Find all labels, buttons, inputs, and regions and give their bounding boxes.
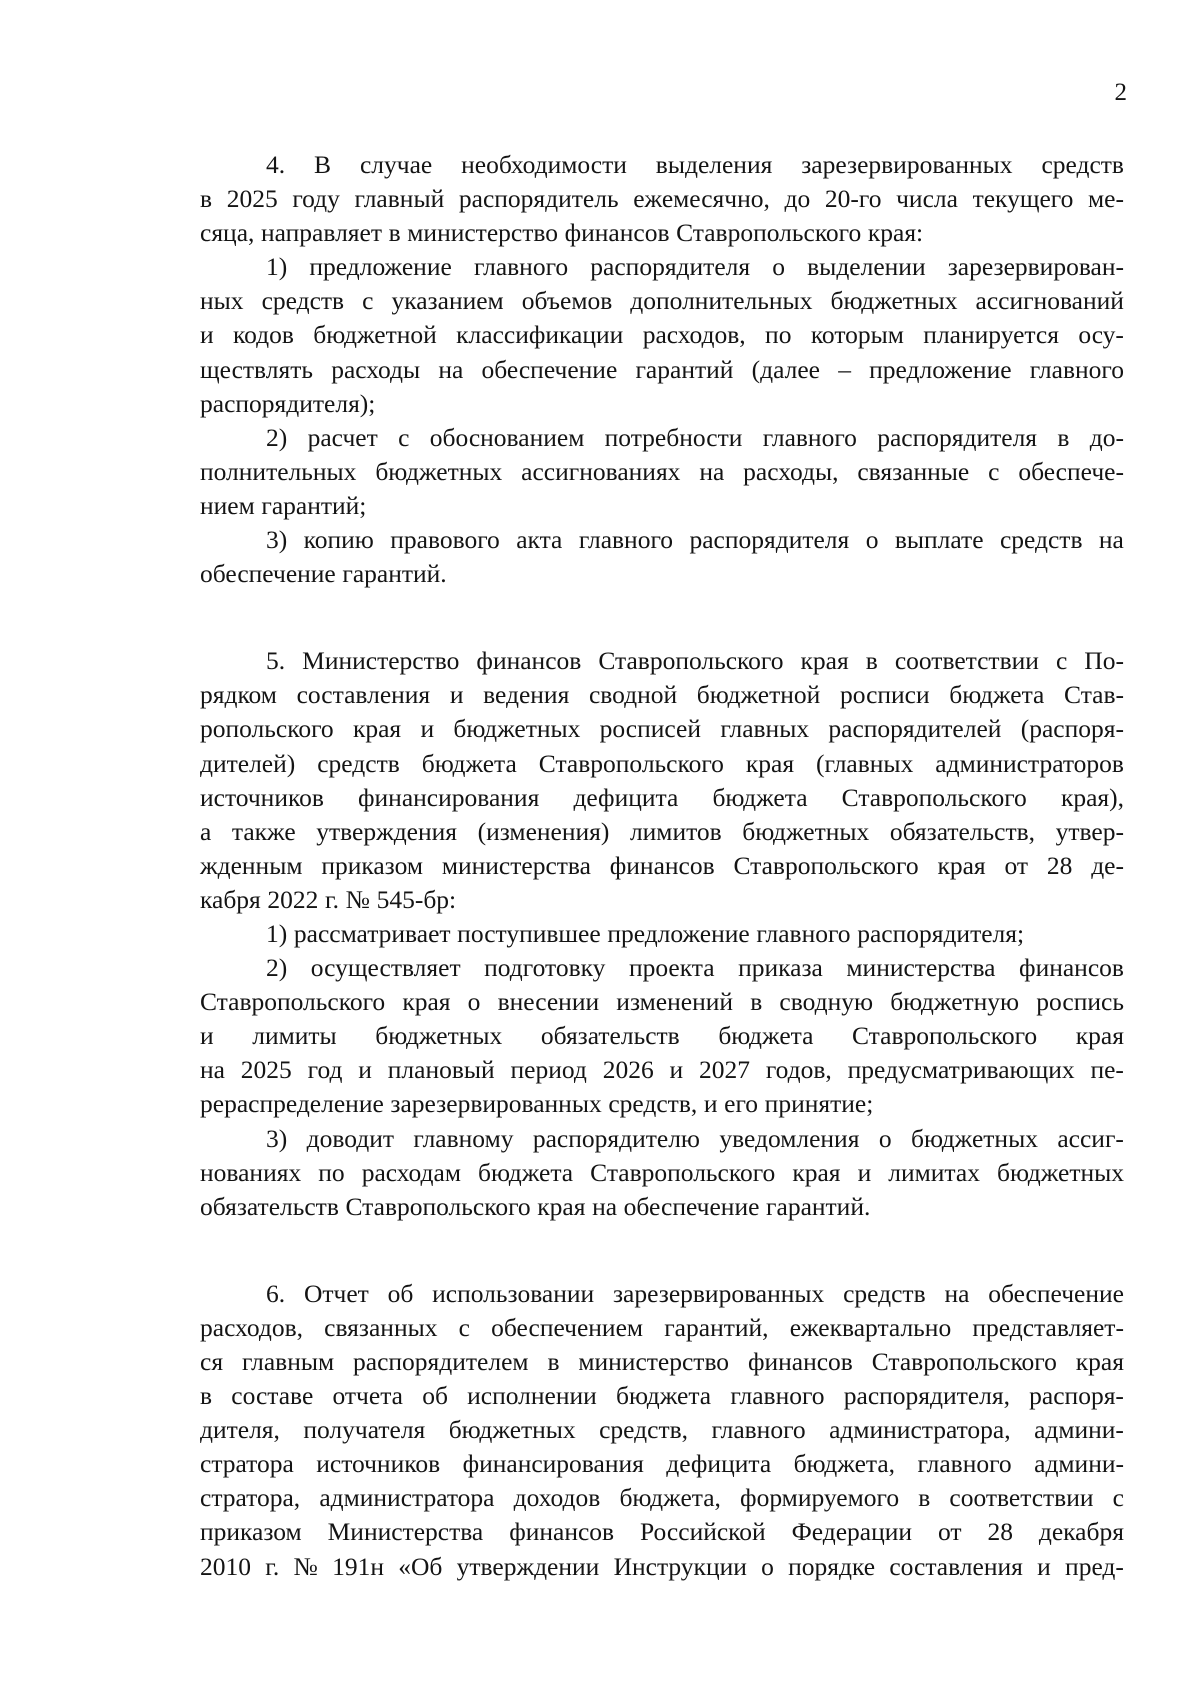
text-line: и лимиты бюджетных обязательств бюджета Ставропольского края	[200, 1021, 1124, 1051]
paragraph-item-5-2	[200, 951, 1124, 1121]
text-line: 5. Министерство финансов Ставропольского края в соответствии с По-	[266, 646, 1124, 676]
text-line: дителя, получателя бюджетных средств, главного администратора, админи-	[200, 1415, 1124, 1445]
text-line: и кодов бюджетной классификации расходов, по которым планируется осу-	[200, 320, 1124, 350]
text-line: стратора источников финансирования дефицита бюджета, главного админи-	[200, 1449, 1124, 1479]
text-line: расходов, связанных с обеспечением гарантий, ежеквартально представляет-	[200, 1312, 1124, 1342]
text-line: 3) копию правового акта главного распорядителя о выплате средств на	[266, 525, 1124, 555]
text-line: 2) осуществляет подготовку проекта приказа министерства финансов	[266, 953, 1124, 983]
document-body	[200, 148, 1124, 1584]
paragraph-item-4	[200, 148, 1124, 250]
text-line: ществлять расходы на обеспечение гарантий (далее – предложение главного	[200, 354, 1124, 384]
paragraph-item-5	[200, 644, 1124, 917]
text-line: 3) доводит главному распорядителю уведомления о бюджетных ассиг-	[266, 1123, 1124, 1153]
text-line: 6. Отчет об использовании зарезервированных средств на обеспечение	[266, 1278, 1124, 1308]
text-line: стратора, администратора доходов бюджета, формируемого в соответствии с	[200, 1483, 1124, 1513]
text-line: ропольского края и бюджетных росписей главных распорядителей (распоря-	[200, 714, 1124, 744]
text-line: 2010 г. № 191н «Об утверждении Инструкции о порядке составления и пред-	[200, 1551, 1124, 1581]
text-line: источников финансирования дефицита бюджета Ставропольского края),	[200, 782, 1124, 812]
text-line: в составе отчета об исполнении бюджета главного распорядителя, распоря-	[200, 1381, 1124, 1411]
text-line: 2) расчет с обоснованием потребности главного распорядителя в до-	[266, 422, 1124, 452]
text-line: 1) рассматривает поступившее предложение главного распорядителя;	[266, 918, 1025, 948]
paragraph-item-4-3	[200, 523, 1124, 591]
text-line: кабря 2022 г. № 545-бр:	[200, 884, 457, 914]
text-line: ных средств с указанием объемов дополнительных бюджетных ассигнований	[200, 286, 1124, 316]
text-line: на 2025 год и плановый период 2026 и 2027 годов, предусматривающих пе-	[200, 1055, 1124, 1085]
text-line: дителей) средств бюджета Ставропольского края (главных администраторов	[200, 748, 1124, 778]
paragraph-item-4-1	[200, 250, 1124, 420]
text-line: Ставропольского края о внесении изменений в сводную бюджетную роспись	[200, 987, 1124, 1017]
paragraph-gap	[200, 1224, 1124, 1277]
text-line: рераспределение зарезервированных средств, и его принятие;	[200, 1089, 874, 1119]
text-line: сяца, направляет в министерство финансов Ставропольского края:	[200, 218, 924, 248]
text-line: нованиях по расходам бюджета Ставропольского края и лимитах бюджетных	[200, 1157, 1124, 1187]
text-line: полнительных бюджетных ассигнованиях на расходы, связанные с обеспече-	[200, 456, 1124, 486]
paragraph-item-5-3	[200, 1122, 1124, 1224]
text-line: рядком составления и ведения сводной бюджетной росписи бюджета Став-	[200, 680, 1124, 710]
text-line: жденным приказом министерства финансов Ставропольского края от 28 де-	[200, 850, 1124, 880]
text-line: 4. В случае необходимости выделения зарезервированных средств	[266, 150, 1124, 179]
paragraph-item-5-1	[200, 917, 1124, 951]
text-line: обязательств Ставропольского края на обеспечение гарантий.	[200, 1191, 871, 1221]
paragraph-item-4-2	[200, 421, 1124, 523]
text-line: ся главным распорядителем в министерство финансов Ставропольского края	[200, 1347, 1124, 1376]
text-line: а также утверждения (изменения) лимитов бюджетных обязательств, утвер-	[200, 816, 1124, 846]
text-line: 1) предложение главного распорядителя о выделении зарезервирован-	[266, 252, 1124, 282]
text-line: приказом Министерства финансов Российской Федерации от 28 декабря	[200, 1517, 1124, 1547]
text-line: обеспечение гарантий.	[200, 559, 447, 589]
paragraph-gap	[200, 591, 1124, 644]
paragraph-item-6	[200, 1277, 1124, 1584]
text-line: нием гарантий;	[200, 490, 367, 520]
page-number: 2	[1114, 79, 1127, 106]
text-line: распорядителя);	[200, 388, 376, 418]
text-line: в 2025 году главный распорядитель ежемесячно, до 20-го числа текущего ме-	[200, 184, 1124, 214]
